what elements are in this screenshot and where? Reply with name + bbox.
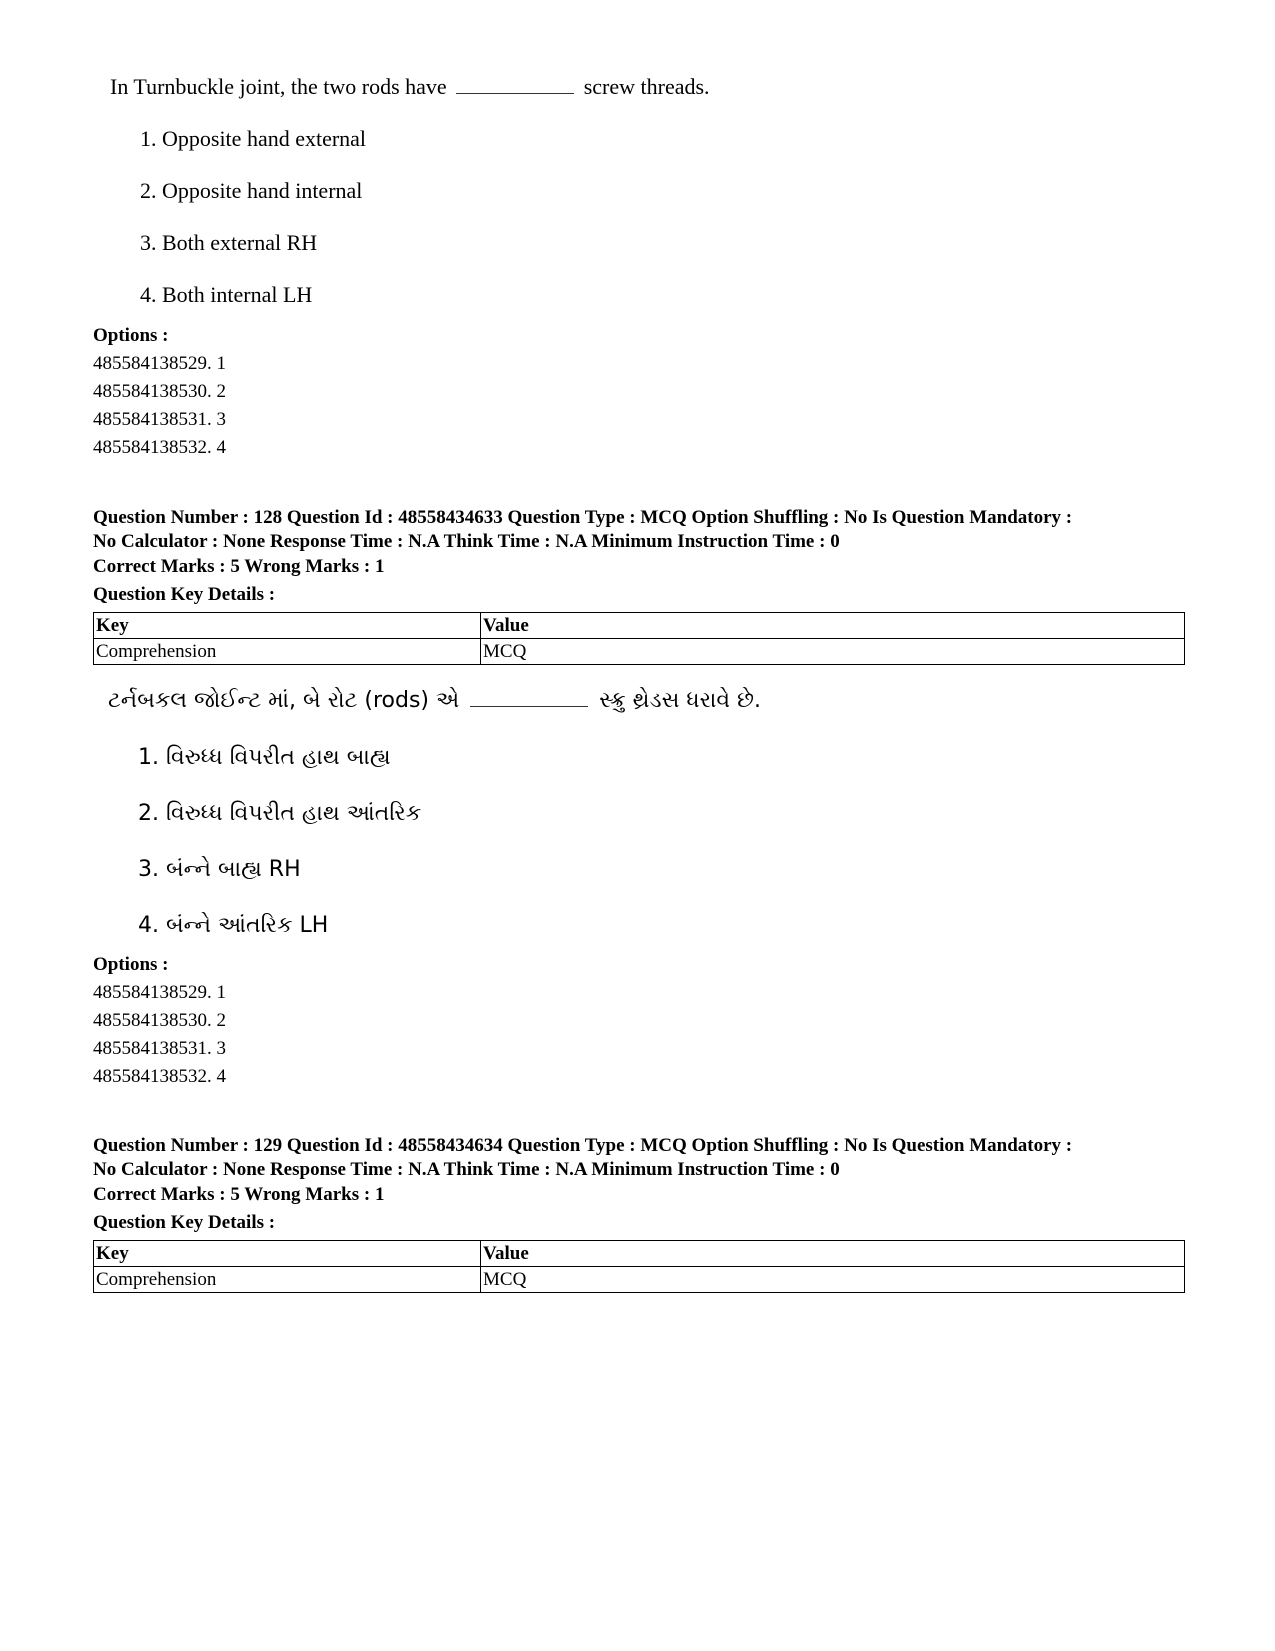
table-header-row xyxy=(94,613,1185,639)
fill-blank xyxy=(456,75,574,94)
choice-4: 4. બંન્ને આંતરિક LH xyxy=(138,913,329,938)
stem-text-after: સ્ક્રુ થ્રેડસ ધરાવે છે. xyxy=(599,688,762,713)
q129-meta-line2: No Calculator : None Response Time : N.A Think Time : N.A Minimum Instruction Time : 0 xyxy=(93,1159,840,1180)
stem-text-before: In Turnbuckle joint, the two rods have xyxy=(110,74,447,99)
option-id-2: 485584138530. 2 xyxy=(93,1010,226,1031)
table-cell-value: MCQ xyxy=(481,639,1185,665)
option-id-2: 485584138530. 2 xyxy=(93,381,226,402)
table-header-row xyxy=(94,1241,1185,1267)
choice-2: 2. વિરુધ્ધ વિપરીત હાથ આંતરિક xyxy=(138,801,422,826)
option-id-1: 485584138529. 1 xyxy=(93,353,226,374)
q129-marks: Correct Marks : 5 Wrong Marks : 1 xyxy=(93,1184,385,1205)
table-header-key: Key xyxy=(94,1241,481,1267)
choice-3: 3. Both external RH xyxy=(140,230,318,255)
option-id-1: 485584138529. 1 xyxy=(93,982,226,1003)
q128-meta-line1: Question Number : 128 Question Id : 48558434633 Question Type : MCQ Option Shuffling : No Is Question Mandatory : xyxy=(93,507,1073,528)
table-header-key: Key xyxy=(94,613,481,639)
stem-text-before: ટર્નબકલ જોઈન્ટ માં, બે રોટ (rods) એ xyxy=(108,688,460,713)
table-header-value: Value xyxy=(481,1241,1185,1267)
choice-4: 4. Both internal LH xyxy=(140,282,313,307)
table-cell-key: Comprehension xyxy=(94,639,481,665)
choice-1: 1. વિરુધ્ધ વિપરીત હાથ બાહ્ય xyxy=(138,745,391,770)
option-id-3: 485584138531. 3 xyxy=(93,1038,226,1059)
q128-key-details-label: Question Key Details : xyxy=(93,584,276,605)
table-header-value: Value xyxy=(481,613,1185,639)
q128-marks: Correct Marks : 5 Wrong Marks : 1 xyxy=(93,556,385,577)
choice-1: 1. Opposite hand external xyxy=(140,126,367,151)
q129-key-table xyxy=(93,1240,1185,1293)
options-label: Options : xyxy=(93,325,169,346)
option-id-4: 485584138532. 4 xyxy=(93,1066,226,1087)
q129-meta xyxy=(93,1134,1193,1182)
question-stem-gujarati xyxy=(108,688,761,713)
table-row xyxy=(94,1267,1185,1293)
question-stem-english xyxy=(110,74,710,100)
q129-key-details-label: Question Key Details : xyxy=(93,1212,276,1233)
options-label: Options : xyxy=(93,954,169,975)
q128-key-table xyxy=(93,612,1185,665)
table-cell-value: MCQ xyxy=(481,1267,1185,1293)
option-id-4: 485584138532. 4 xyxy=(93,437,226,458)
choice-2: 2. Opposite hand internal xyxy=(140,178,363,203)
q129-meta-line1: Question Number : 129 Question Id : 48558434634 Question Type : MCQ Option Shuffling : No Is Question Mandatory : xyxy=(93,1135,1073,1156)
option-id-3: 485584138531. 3 xyxy=(93,409,226,430)
stem-text-after: screw threads. xyxy=(583,74,710,99)
table-cell-key: Comprehension xyxy=(94,1267,481,1293)
fill-blank xyxy=(470,688,588,707)
choice-3: 3. બંન્ને બાહ્ય RH xyxy=(138,857,301,882)
table-row xyxy=(94,639,1185,665)
q128-meta xyxy=(93,506,1193,554)
q128-meta-line2: No Calculator : None Response Time : N.A Think Time : N.A Minimum Instruction Time : 0 xyxy=(93,531,840,552)
